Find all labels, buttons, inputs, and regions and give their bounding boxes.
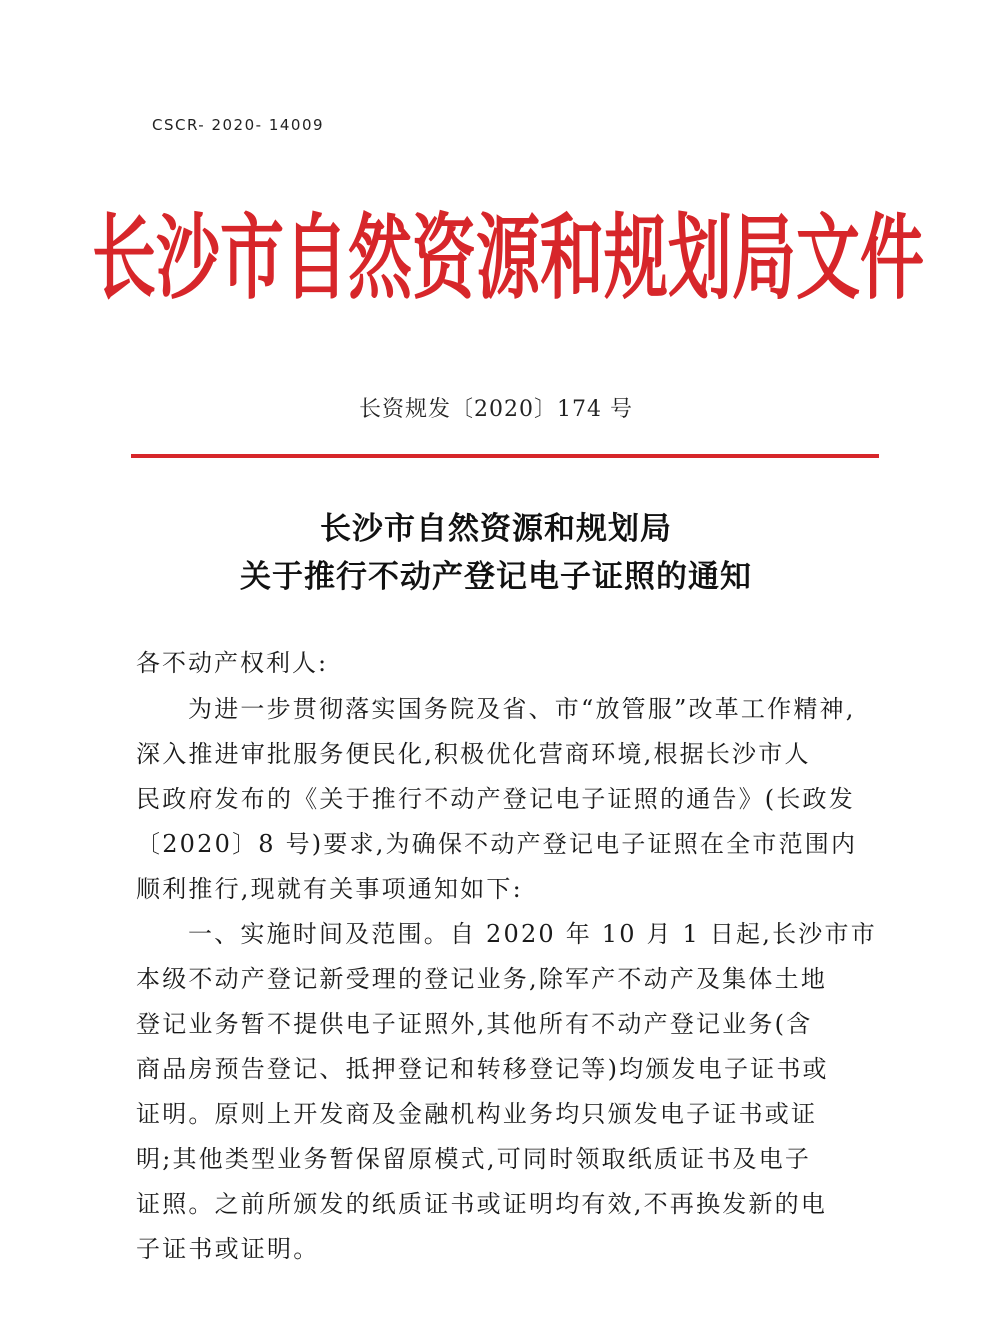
body-line: 一、实施时间及范围。自 2020 年 10 月 1 日起,长沙市市 (188, 920, 877, 948)
body-line: 商品房预告登记、抵押登记和转移登记等)均颁发电子证书或 (136, 1055, 829, 1083)
body-line: 〔2020〕8 号)要求,为确保不动产登记电子证照在全市范围内 (136, 830, 858, 858)
document-number: 长资规发〔2020〕174 号 (359, 397, 633, 422)
body-line: 登记业务暂不提供电子证照外,其他所有不动产登记业务(含 (136, 1010, 813, 1038)
salutation: 各不动产权利人: (136, 649, 329, 677)
red-divider-rule (131, 454, 879, 458)
body-line: 子证书或证明。 (136, 1235, 320, 1263)
notice-title-line-1: 长沙市自然资源和规划局 (320, 511, 672, 547)
body-line: 证照。之前所颁发的纸质证书或证明均有效,不再换发新的电 (136, 1190, 828, 1218)
document-code: CSCR- 2020- 14009 (152, 116, 325, 134)
masthead-title: 长沙市自然资源和规划局文件 (92, 206, 924, 314)
body-line: 深入推进审批服务便民化,积极优化营商环境,根据长沙市人 (136, 740, 811, 768)
notice-title-line-2: 关于推行不动产登记电子证照的通知 (240, 559, 752, 595)
body-line: 证明。原则上开发商及金融机构业务均只颁发电子证书或证 (136, 1100, 818, 1128)
body-line: 明;其他类型业务暂保留原模式,可同时领取纸质证书及电子 (136, 1145, 812, 1173)
body-line: 顺利推行,现就有关事项通知如下: (136, 875, 523, 903)
body-line: 本级不动产登记新受理的登记业务,除军产不动产及集体土地 (136, 965, 828, 993)
body-line: 民政府发布的《关于推行不动产登记电子证照的通告》(长政发 (136, 785, 855, 813)
body-line: 为进一步贯彻落实国务院及省、市“放管服”改革工作精神, (188, 695, 856, 723)
